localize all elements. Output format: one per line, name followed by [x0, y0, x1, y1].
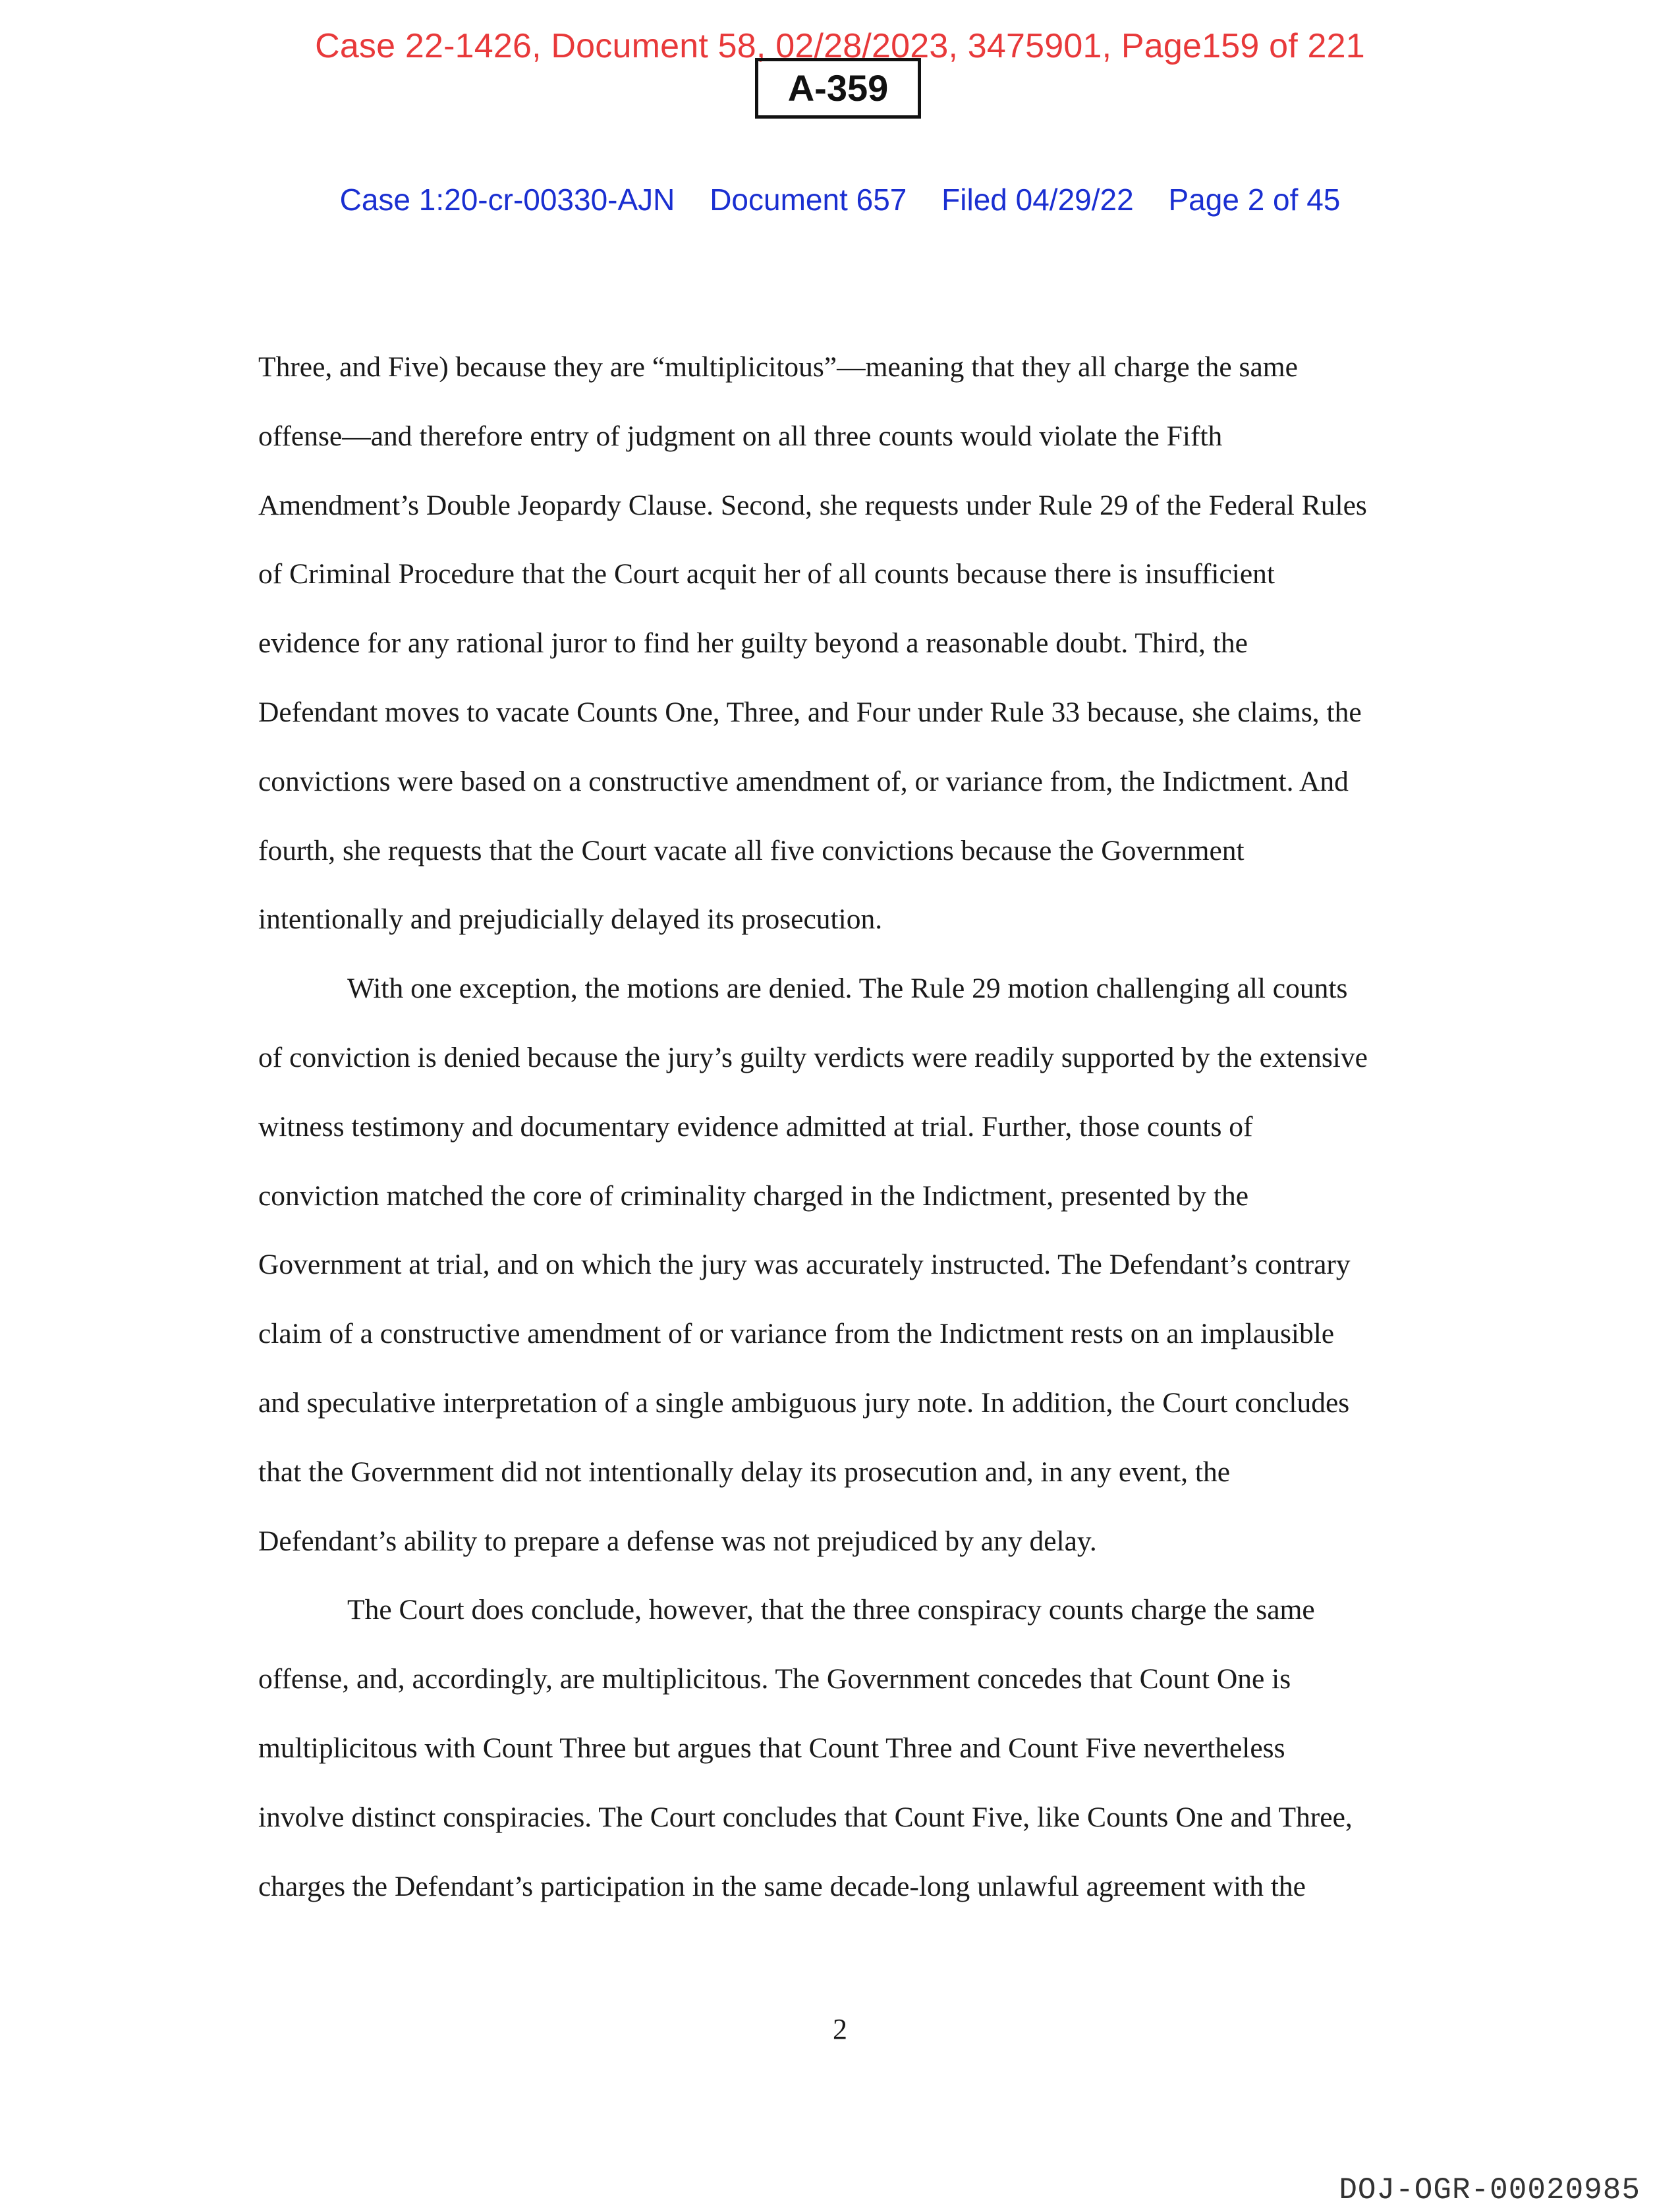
text-line: charges the Defendant’s participation in the same decade-long unlawful agreement with the: [258, 1870, 1306, 1902]
text-line: witness testimony and documentary evidence admitted at trial. Further, those counts of: [258, 1110, 1253, 1143]
filing-page-count: Page 2 of 45: [1168, 183, 1341, 217]
page-number: 2: [833, 2013, 847, 2045]
text-line: fourth, she requests that the Court vacate all five convictions because the Government: [258, 834, 1245, 866]
text-line: The Court does conclude, however, that the three conspiracy counts charge the same: [347, 1594, 1315, 1626]
text-line: and speculative interpretation of a single ambiguous jury note. In addition, the Court concludes: [258, 1386, 1350, 1419]
filing-document-number: Document 657: [710, 183, 907, 217]
text-line: Amendment’s Double Jeopardy Clause. Second, she requests under Rule 29 of the Federal Rules: [258, 489, 1367, 521]
paragraph-continued: [258, 333, 1438, 954]
text-line: of Criminal Procedure that the Court acquit her of all counts because there is insufficient: [258, 558, 1275, 590]
text-line: evidence for any rational juror to find her guilty beyond a reasonable doubt. Third, the: [258, 627, 1248, 660]
text-line: multiplicitous with Count Three but argues that Count Three and Count Five nevertheless: [258, 1732, 1285, 1764]
text-line: Defendant moves to vacate Counts One, Three, and Four under Rule 33 because, she claims, the: [258, 696, 1362, 728]
opinion-body: [258, 333, 1438, 1921]
paragraph-motions-denied: [258, 954, 1438, 1575]
appellate-case-header: Case 22-1426, Document 58, 02/28/2023, 3475901, Page159 of 221: [315, 27, 1365, 65]
text-line: of conviction is denied because the jury’s guilty verdicts were readily supported by the extensive: [258, 1041, 1368, 1073]
filing-case-number: Case 1:20-cr-00330-AJN: [339, 183, 675, 217]
text-line: offense—and therefore entry of judgment on all three counts would violate the Fifth: [258, 420, 1223, 452]
filing-date: Filed 04/29/22: [941, 183, 1134, 217]
text-line: offense, and, accordingly, are multiplicitous. The Government concedes that Count One is: [258, 1663, 1291, 1695]
text-line: Government at trial, and on which the jury was accurately instructed. The Defendant’s contrary: [258, 1249, 1351, 1281]
text-line: conviction matched the core of criminality charged in the Indictment, presented by the: [258, 1179, 1249, 1212]
text-line: intentionally and prejudicially delayed its prosecution.: [258, 903, 883, 936]
paragraph-multiplicitous: [258, 1575, 1438, 1921]
bates-number: DOJ-OGR-00020985: [1339, 2173, 1640, 2207]
text-line: involve distinct conspiracies. The Court concludes that Count Five, like Counts One and Three,: [258, 1801, 1353, 1833]
text-line: claim of a constructive amendment of or variance from the Indictment rests on an implausible: [258, 1318, 1335, 1350]
text-line: With one exception, the motions are denied. The Rule 29 motion challenging all counts: [347, 973, 1348, 1005]
text-line: Three, and Five) because they are “multiplicitous”—meaning that they all charge the same: [258, 351, 1298, 383]
text-line: convictions were based on a constructive amendment of, or variance from, the Indictment. And: [258, 765, 1349, 797]
text-line: that the Government did not intentionally delay its prosecution and, in any event, the: [258, 1456, 1231, 1488]
appendix-page-stamp: A-359: [755, 58, 921, 119]
text-line: Defendant’s ability to prepare a defense was not prejudiced by any delay.: [258, 1525, 1097, 1557]
district-filing-header: [0, 182, 1680, 217]
